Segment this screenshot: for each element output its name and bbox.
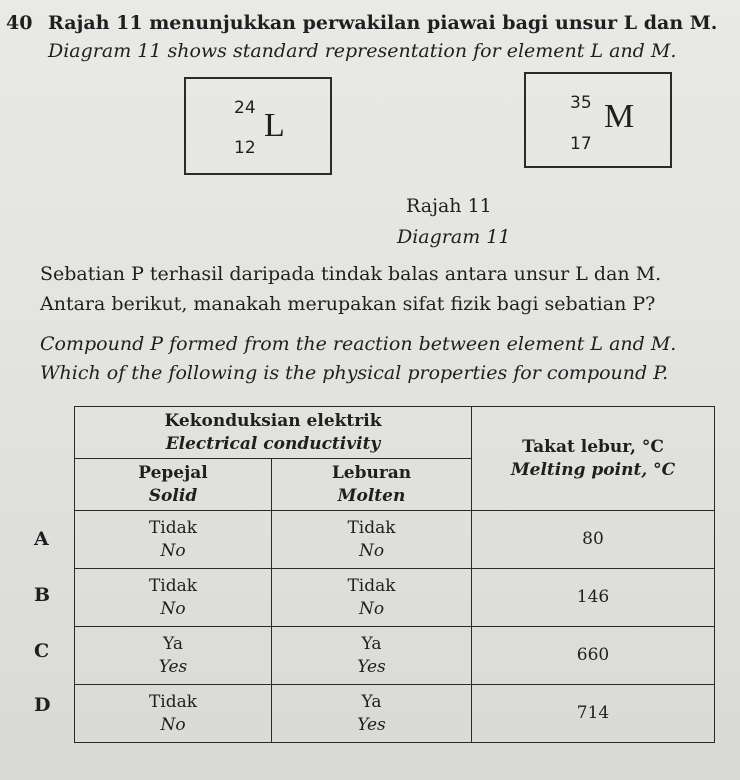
- melting-point-cell: 660: [472, 627, 715, 685]
- molten-english: No: [358, 540, 385, 561]
- option-a-label[interactable]: A: [34, 528, 49, 550]
- stem-malay-line-1: Sebatian P terhasil daripada tindak balas antara unsur L dan M.: [40, 263, 662, 285]
- molten-cell: [272, 627, 472, 685]
- solid-malay: Tidak: [148, 576, 198, 597]
- solid-header-english: Solid: [148, 485, 198, 506]
- element-m-atomic-number: 17: [570, 134, 592, 154]
- solid-malay: Tidak: [148, 692, 198, 713]
- element-m-box: [524, 72, 672, 168]
- stem-english-line-2: Which of the following is the physical properties for compound P.: [40, 362, 669, 384]
- molten-header-english: Molten: [337, 485, 406, 506]
- melting-point-header-malay: Takat lebur, °C: [522, 437, 664, 458]
- molten-english: Yes: [357, 656, 386, 677]
- option-b-label[interactable]: B: [34, 584, 51, 606]
- molten-header-malay: Leburan: [331, 463, 412, 484]
- question-malay: Rajah 11 menunjukkan perwakilan piawai bagi unsur L dan M.: [48, 12, 718, 34]
- melting-point-cell: 714: [472, 685, 715, 743]
- conductivity-header-malay: Kekonduksian elektrik: [164, 411, 382, 432]
- molten-cell: [272, 569, 472, 627]
- melting-point-cell: 146: [472, 569, 715, 627]
- molten-malay: Tidak: [347, 518, 396, 539]
- table-row[interactable]: [75, 511, 715, 569]
- element-l-mass-number: 24: [234, 98, 256, 118]
- conductivity-header-english: Electrical conductivity: [165, 433, 381, 454]
- solid-header-malay: Pepejal: [138, 463, 208, 484]
- molten-english: No: [358, 598, 385, 619]
- properties-table: [74, 406, 715, 743]
- melting-point-header-english: Melting point, °C: [510, 459, 676, 480]
- solid-english: No: [160, 540, 186, 561]
- molten-cell: [272, 685, 472, 743]
- melting-point-cell: 80: [472, 511, 715, 569]
- solid-english: No: [160, 714, 186, 735]
- solid-english: Yes: [158, 656, 188, 677]
- question-number: 40: [6, 12, 33, 34]
- solid-malay: Ya: [162, 634, 184, 655]
- molten-malay: Tidak: [347, 576, 396, 597]
- solid-english: No: [160, 598, 186, 619]
- element-l-symbol: L: [264, 107, 285, 144]
- question-english: Diagram 11 shows standard representation for element L and M.: [48, 40, 677, 62]
- molten-malay: Ya: [361, 692, 382, 713]
- table-row[interactable]: [75, 569, 715, 627]
- option-d-label[interactable]: D: [34, 694, 51, 716]
- element-l-atomic-number: 12: [234, 138, 256, 158]
- option-c-label[interactable]: C: [34, 640, 50, 662]
- table-row[interactable]: [75, 627, 715, 685]
- melting-point-header: [472, 407, 715, 511]
- molten-header: [272, 459, 472, 511]
- stem-malay-line-2: Antara berikut, manakah merupakan sifat fizik bagi sebatian P?: [40, 293, 656, 315]
- element-m-mass-number: 35: [570, 93, 592, 113]
- solid-malay: Tidak: [148, 518, 198, 539]
- molten-malay: Ya: [361, 634, 382, 655]
- conductivity-header: [75, 407, 472, 459]
- solid-cell: [75, 511, 272, 569]
- element-l-box: [184, 77, 332, 175]
- element-m-symbol: M: [604, 98, 635, 135]
- molten-english: Yes: [357, 714, 386, 735]
- solid-cell: [75, 569, 272, 627]
- solid-header: [75, 459, 272, 511]
- table-row[interactable]: [75, 685, 715, 743]
- diagram-caption-english: Diagram 11: [397, 226, 511, 248]
- solid-cell: [75, 685, 272, 743]
- stem-english-line-1: Compound P formed from the reaction between element L and M.: [40, 333, 677, 355]
- molten-cell: [272, 511, 472, 569]
- solid-cell: [75, 627, 272, 685]
- diagram-caption-malay: Rajah 11: [406, 195, 492, 217]
